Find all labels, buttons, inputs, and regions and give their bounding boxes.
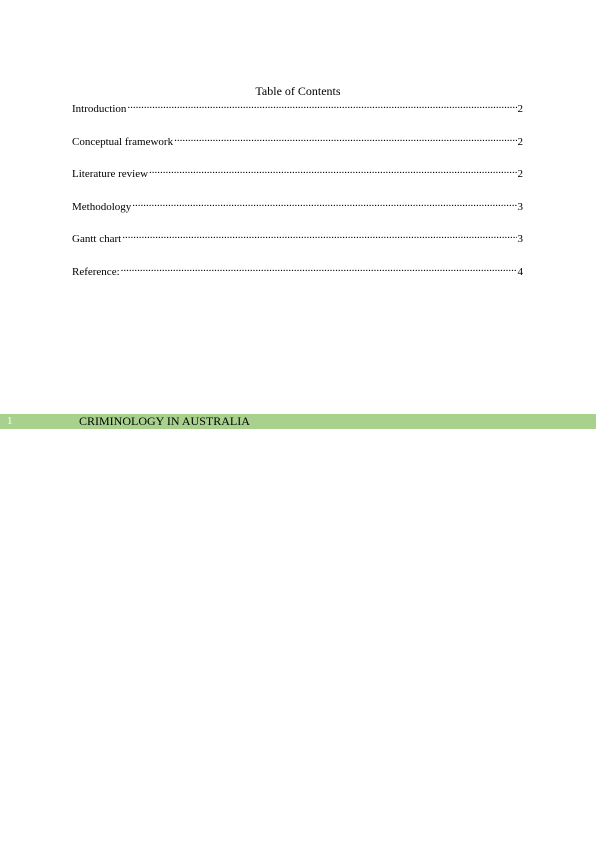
toc-entry-label: Gantt chart (72, 233, 122, 246)
running-title: CRIMINOLOGY IN AUSTRALIA (79, 414, 250, 428)
toc-entry-label: Conceptual framework (72, 135, 174, 148)
dot-leader (127, 99, 516, 112)
toc-title: Table of Contents (255, 84, 341, 98)
dot-leader (122, 229, 516, 242)
dot-leader (174, 132, 516, 145)
toc-entry-page: 2 (517, 135, 523, 148)
toc-entry-page: 3 (517, 200, 523, 213)
toc-entry-page: 4 (517, 265, 523, 278)
dot-leader (132, 197, 516, 210)
toc-entry-label: Methodology (72, 200, 132, 213)
toc-entry-label: Introduction (72, 103, 127, 115)
table-of-contents (72, 99, 523, 295)
toc-entry-gantt-chart[interactable] (72, 229, 523, 246)
toc-entry-methodology[interactable] (72, 197, 523, 213)
toc-entry-conceptual-framework[interactable] (72, 132, 523, 148)
toc-entry-literature-review[interactable] (72, 164, 523, 181)
dot-leader (121, 262, 517, 275)
dot-leader (149, 164, 516, 177)
toc-entry-page: 3 (517, 233, 523, 246)
toc-entry-label: Literature review (72, 168, 149, 181)
toc-entry-reference[interactable] (72, 262, 523, 278)
toc-entry-introduction[interactable] (72, 99, 523, 115)
toc-entry-page: 2 (517, 103, 523, 115)
toc-entry-page: 2 (517, 168, 523, 181)
page-header-band (0, 414, 596, 429)
page-number: 1 (7, 415, 13, 427)
toc-entry-label: Reference: (72, 265, 120, 278)
